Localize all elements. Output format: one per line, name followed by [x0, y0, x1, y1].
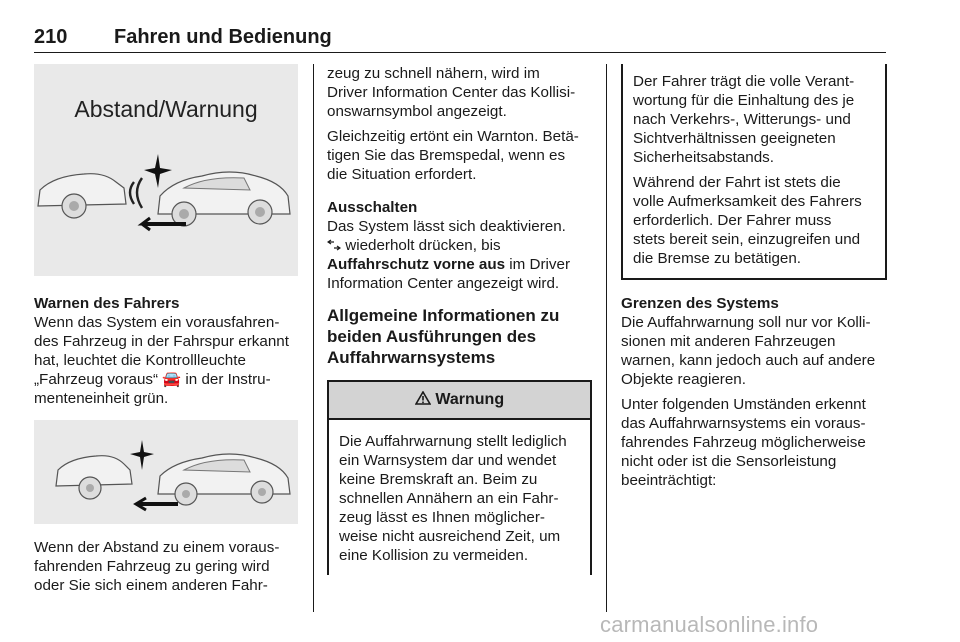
text-line: keine Bremskraft an. Beim zu	[339, 471, 538, 488]
section-heading-ausschalten: Ausschalten	[327, 199, 418, 216]
section-heading-allgemeine	[327, 305, 592, 368]
page-header	[34, 24, 886, 53]
paragraph-ausschalten	[327, 217, 592, 293]
illustration-distance-warning	[34, 64, 298, 276]
text-line: eine Kollision zu vermeiden.	[339, 547, 529, 564]
text-line: schnellen Annähern an ein Fahr-	[339, 490, 559, 507]
text-line: Die Auffahrwarnung soll nur vor Kolli-	[621, 314, 871, 331]
text-line: Sicherheitsabstands.	[633, 149, 774, 166]
paragraph-verantwortung	[633, 72, 875, 167]
text-line: Information Center angezeigt wird.	[327, 275, 560, 292]
text-line: Driver Information Center das Kollisi-	[327, 84, 576, 101]
text-line: nach Verkehrs-, Witterungs- und	[633, 111, 851, 128]
text-line: des Fahrzeug in der Fahrspur erkannt	[34, 333, 289, 350]
paragraph-warnton	[327, 127, 592, 184]
text-line: stets bereit sein, einzugreifen und	[633, 231, 861, 248]
text-line: wortung für die Einhaltung des je	[633, 92, 855, 109]
text-line: Unter folgenden Umständen erkennt	[621, 396, 866, 413]
text-line: „Fahrzeug voraus“ 🚘 in der Instru-	[34, 371, 271, 388]
text-line: hat, leuchtet die Kontrollleuchte	[34, 352, 246, 369]
text-line: erforderlich. Der Fahrer muss	[633, 212, 832, 229]
text-line: Objekte reagieren.	[621, 371, 746, 388]
text-line: Wenn das System ein vorausfahren-	[34, 314, 280, 331]
text-line: zeug lässt es Ihnen möglicher-	[339, 509, 545, 526]
heading-line: beiden Ausführungen des	[327, 327, 537, 346]
text-line	[327, 255, 592, 274]
warning-title: Warnung	[435, 391, 505, 408]
column-left	[34, 64, 298, 595]
text-line: weise nicht ausreichend Zeit, um	[339, 528, 561, 545]
heading-line: Allgemeine Informationen zu	[327, 306, 560, 325]
button-symbol-icon	[327, 237, 345, 254]
text-line: Das System lässt sich deaktivieren.	[327, 218, 566, 235]
warning-text	[329, 420, 590, 575]
warning-header	[329, 382, 590, 420]
text-line: das Auffahrwarnsystems ein voraus-	[621, 415, 866, 432]
text-line: Wenn der Abstand zu einem voraus-	[34, 539, 280, 556]
column-divider	[313, 64, 314, 612]
text-line: fahrenden Fahrzeug zu gering wird	[34, 558, 270, 575]
paragraph-grenzen	[621, 313, 887, 389]
paragraph-continued	[327, 64, 592, 121]
collision-warning-illustration-small	[34, 420, 298, 524]
text-line: volle Aufmerksamkeit des Fahrers	[633, 193, 862, 210]
column-middle	[327, 64, 592, 575]
text-line	[327, 236, 592, 255]
paragraph-umstaende	[621, 395, 887, 490]
text-line: beeinträchtigt:	[621, 472, 717, 489]
text-fragment: wiederholt drücken, bis	[345, 237, 501, 254]
paragraph-warnen	[34, 313, 298, 408]
column-divider	[606, 64, 607, 612]
warning-box-continued	[621, 64, 887, 280]
text-line: nicht oder ist die Sensorleistung	[621, 453, 837, 470]
heading-line: Auffahrwarnsystems	[327, 348, 496, 367]
page-number: 210	[34, 26, 68, 48]
text-line: die Situation erfordert.	[327, 166, 477, 183]
text-line: onswarnsymbol angezeigt.	[327, 103, 507, 120]
text-line: menteneinheit grün.	[34, 390, 169, 407]
section-heading-grenzen: Grenzen des Systems	[621, 295, 779, 312]
text-line: fahrendes Fahrzeug möglicherweise	[621, 434, 866, 451]
text-fragment: im Driver	[505, 256, 571, 273]
text-line: warnen, kann jedoch auch auf andere	[621, 352, 876, 369]
text-line: tigen Sie das Bremspedal, wenn es	[327, 147, 566, 164]
page-title: Fahren und Bedienung	[114, 26, 332, 48]
column-right	[621, 64, 887, 490]
collision-warning-illustration	[34, 64, 298, 276]
text-line: Die Auffahrwarnung stellt lediglich	[339, 433, 567, 450]
paragraph-aufmerksamkeit	[633, 173, 875, 268]
display-message: Auffahrschutz vorne aus	[327, 256, 506, 273]
text-line: Sichtverhältnissen geeigneten	[633, 130, 836, 147]
text-line: Der Fahrer trägt die volle Verant-	[633, 73, 855, 90]
text-line: Während der Fahrt ist stets die	[633, 174, 841, 191]
text-line: sionen mit anderen Fahrzeugen	[621, 333, 836, 350]
illustration-collision-warning	[34, 420, 298, 524]
illustration-label: Abstand/Warnung	[74, 96, 258, 122]
text-line: oder Sie sich einem anderen Fahr-	[34, 577, 268, 594]
text-line: die Bremse zu betätigen.	[633, 250, 802, 267]
warning-box	[327, 380, 592, 575]
text-line: zeug zu schnell nähern, wird im	[327, 65, 540, 82]
warning-triangle-icon	[415, 391, 435, 408]
text-line: ein Warnsystem dar und wendet	[339, 452, 557, 469]
paragraph-abstand	[34, 538, 298, 595]
text-line: Gleichzeitig ertönt ein Warnton. Betä-	[327, 128, 579, 145]
watermark: carmanualsonline.info	[600, 612, 819, 637]
section-heading-warnen: Warnen des Fahrers	[34, 295, 180, 312]
